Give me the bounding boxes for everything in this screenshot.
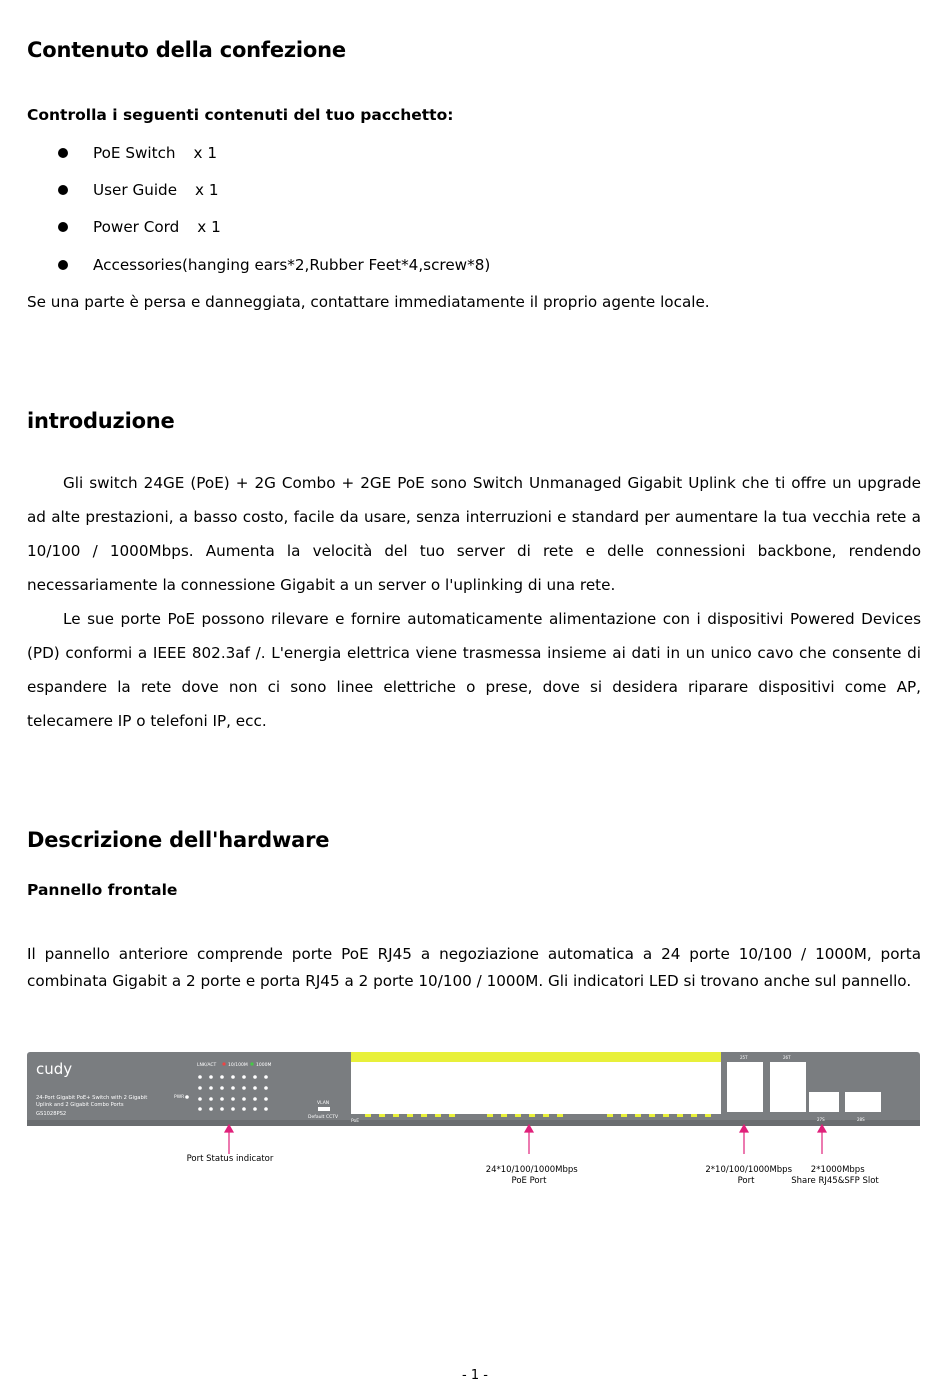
list-item — [58, 256, 490, 274]
bullet-icon — [58, 222, 68, 232]
callout-combo-port: 2*1000Mbps Share RJ45&SFP Slot — [791, 1165, 879, 1186]
pwr-label: PWR — [174, 1095, 185, 1100]
switch-front-panel — [27, 1052, 920, 1126]
callout-poe-port: 24*10/100/1000Mbps PoE Port — [485, 1165, 578, 1186]
bullet-icon — [58, 260, 68, 270]
intro-paragraph-2: Le sue porte PoE possono rilevare e fornire automaticamente alimentazione con i dispositivi Powered Devices (PD) conformi a IEEE 802.3af /. L'energia elettrica viene trasmessa insieme ai dati in un unico cavo che consente di espandere la rete dove non ci sono linee elettriche o prese, dove si desidera riparare dispositivi come AP, telecamere IP o telefoni IP, ecc. — [27, 610, 921, 730]
hardware-paragraph: Il pannello anteriore comprende porte PoE RJ45 a negoziazione automatica a 24 porte 10/100 / 1000M, porta combinata Gigabit a 2 porte e porta RJ45 a 2 porte 10/100 / 1000M. Gli indicatori LED si trovano anche sul pannello. — [27, 945, 921, 990]
contents-note: Se una parte è persa e danneggiata, contattare immediatamente il proprio agente locale. — [27, 293, 710, 311]
item-name: User Guide — [93, 181, 178, 199]
port-label-25: 25T — [740, 1055, 748, 1060]
item-name: Accessories(hanging ears*2,Rubber Feet*4,screw*8) — [93, 256, 491, 274]
port-label-26: 26T — [783, 1055, 791, 1060]
legend-10: 10/100M — [228, 1063, 248, 1068]
item-name: Power Cord — [93, 218, 180, 236]
vlan-label: VLAN — [317, 1101, 330, 1106]
brand-logo: cudy — [36, 1060, 73, 1078]
bullet-icon — [58, 185, 68, 195]
contents-subtitle: Controlla i seguenti contenuti del tuo pacchetto: — [27, 106, 454, 124]
item-qty: x 1 — [197, 218, 221, 236]
section-title-intro: introduzione — [27, 409, 175, 433]
switch-panel-graphic — [27, 1052, 920, 1126]
hardware-subtitle: Pannello frontale — [27, 881, 178, 899]
list-item — [58, 144, 217, 162]
port-label-27: 27S — [817, 1117, 825, 1122]
device-desc-2: Uplink and 2 Gigabit Combo Ports — [36, 1102, 124, 1108]
list-item — [58, 218, 221, 236]
item-qty: x 1 — [193, 144, 218, 162]
callout-uplink-port: 2*10/100/1000Mbps Port — [705, 1165, 793, 1186]
item-qty: x 1 — [195, 181, 219, 199]
bullet-icon — [58, 148, 68, 158]
list-item — [58, 181, 219, 199]
device-model: GS1028PS2 — [36, 1111, 67, 1117]
section-title-hardware: Descrizione dell'hardware — [27, 828, 330, 852]
intro-paragraph-1: Gli switch 24GE (PoE) + 2G Combo + 2GE PoE sono Switch Unmanaged Gigabit Uplink che ti offre un upgrade ad alte prestazioni, a basso costo, facile da usare, senza interruzioni e standard per aumentare la tua vecchia rete a 10/100 / 1000Mbps. Aumenta la velocità del tuo server di rete e delle connessioni backbone, rendendo necessariamente la connessione Gigabit a un server o l'uplinking di una rete. — [27, 474, 921, 594]
legend-lnk: LNK/ACT — [197, 1063, 217, 1068]
legend-1000: 1000M — [256, 1063, 272, 1068]
item-name: PoE Switch — [93, 144, 176, 162]
section-title-contents: Contenuto della confezione — [27, 38, 346, 62]
callout-arrows — [0, 1124, 950, 1158]
default-label: Default — [308, 1115, 325, 1120]
cctv-label: CCTV — [326, 1115, 339, 1120]
callout-port-status: Port Status indicator — [186, 1154, 274, 1164]
poe-label: PoE — [351, 1119, 360, 1124]
device-desc-1: 24-Port Gigabit PoE+ Switch with 2 Gigabit — [36, 1095, 148, 1101]
page-number: - 1 - — [462, 1368, 488, 1383]
port-label-28: 28S — [857, 1117, 865, 1122]
